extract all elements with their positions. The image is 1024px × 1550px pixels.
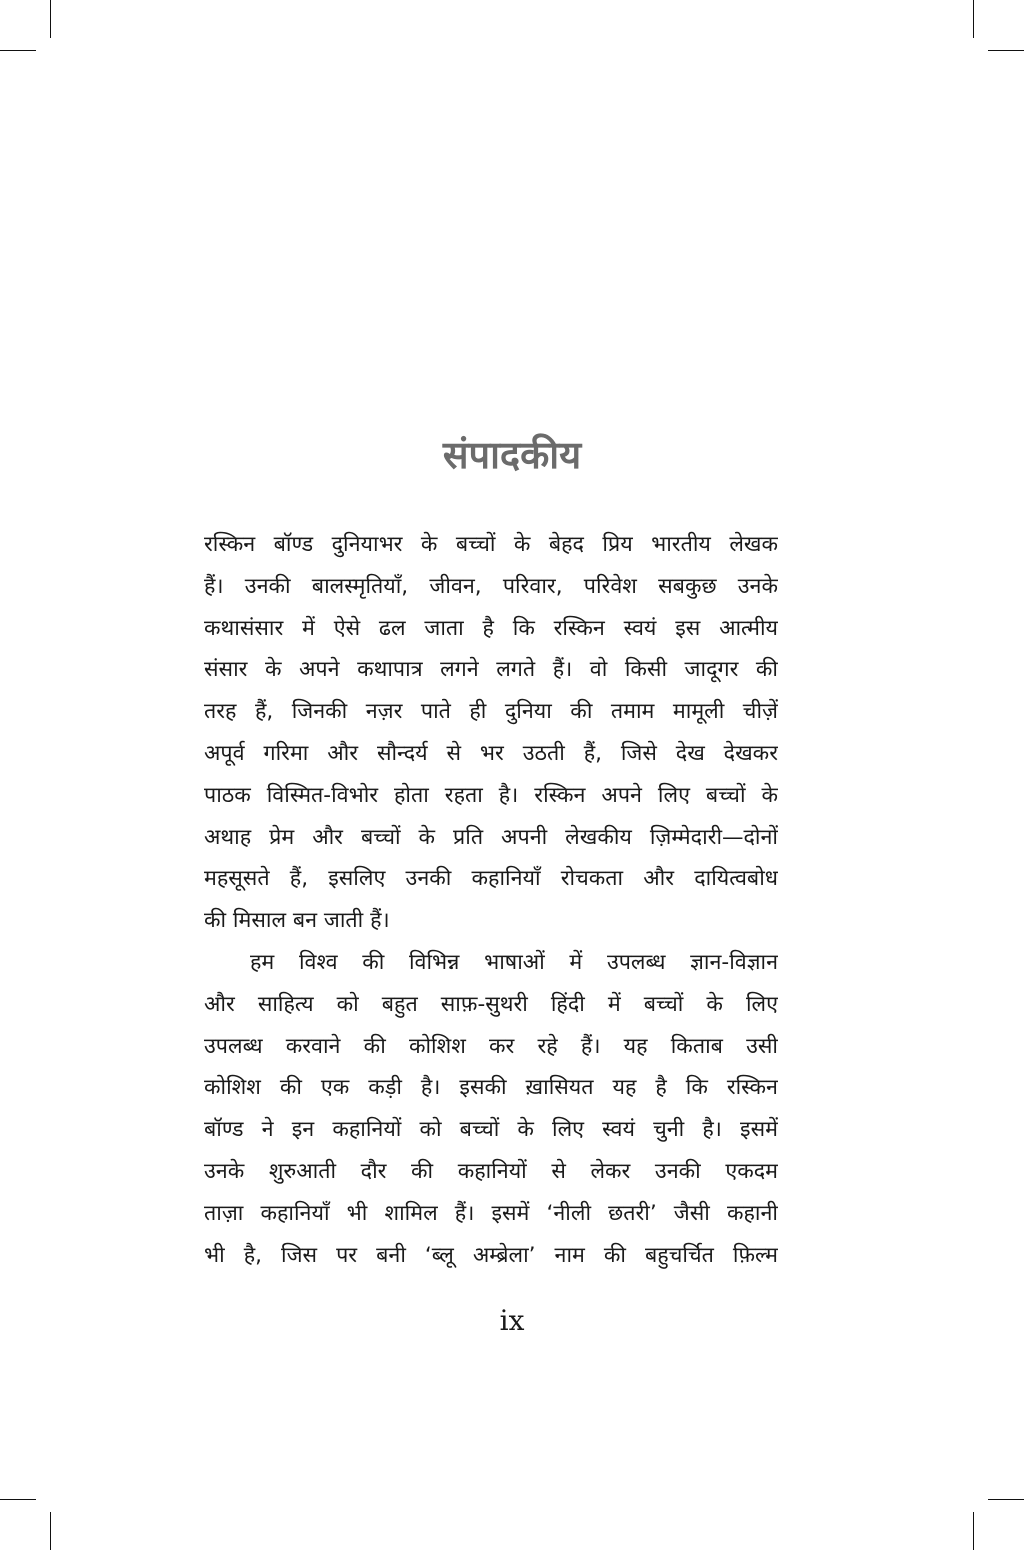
text-line: भी है, जिस पर बनी ‘ब्लू अम्ब्रेला’ नाम की बहुचर्चित फ़िल्म (204, 1242, 778, 1268)
text-line: की मिसाल बन जाती हैं। (204, 908, 390, 934)
text-line: हैं। उनकी बालस्मृतियाँ, जीवन, परिवार, परिवेश सबकुछ उनके (204, 573, 778, 599)
text-line: कथासंसार में ऐसे ढल जाता है कि रस्किन स्वयं इस आत्मीय (204, 615, 778, 641)
crop-mark-bottom-right-horizontal (988, 1499, 1024, 1500)
paragraph-2 (204, 942, 778, 1276)
text-line: अथाह प्रेम और बच्चों के प्रति अपनी लेखकीय ज़िम्मेदारी—दोनों (204, 824, 778, 850)
text-line: ताज़ा कहानियाँ भी शामिल हैं। इसमें ‘नीली छतरी’ जैसी कहानी (204, 1200, 778, 1226)
crop-mark-bottom-left-horizontal (0, 1499, 36, 1500)
page-title: संपादकीय (442, 433, 582, 477)
page-number: ix (499, 1304, 525, 1337)
text-line: हम विश्व की विभिन्न भाषाओं में उपलब्ध ज्ञान-विज्ञान (250, 949, 778, 975)
crop-mark-top-left-horizontal (0, 50, 36, 51)
crop-mark-top-left-vertical (50, 0, 51, 38)
body-text (204, 524, 778, 1276)
text-line: बॉण्ड ने इन कहानियों को बच्चों के लिए स्वयं चुनी है। इसमें (204, 1117, 778, 1143)
crop-mark-top-right-horizontal (988, 50, 1024, 51)
text-line: कोशिश की एक कड़ी है। इसकी ख़ासियत यह है कि रस्किन (204, 1075, 778, 1101)
crop-mark-bottom-right-vertical (973, 1512, 974, 1550)
paragraph-1 (204, 524, 778, 942)
text-line: रस्किन बॉण्ड दुनियाभर के बच्चों के बेहद प्रिय भारतीय लेखक (204, 532, 778, 557)
crop-mark-top-right-vertical (973, 0, 974, 38)
text-line: उनके शुरुआती दौर की कहानियों से लेकर उनकी एकदम (204, 1158, 778, 1184)
text-line: संसार के अपने कथापात्र लगने लगते हैं। वो किसी जादूगर की (204, 657, 778, 683)
text-line: पाठक विस्मित-विभोर होता रहता है। रस्किन अपने लिए बच्चों के (204, 782, 778, 808)
text-line: तरह हैं, जिनकी नज़र पाते ही दुनिया की तमाम मामूली चीज़ें (204, 699, 778, 725)
text-line: उपलब्ध करवाने की कोशिश कर रहे हैं। यह किताब उसी (204, 1033, 778, 1059)
text-line: महसूसते हैं, इसलिए उनकी कहानियाँ रोचकता और दायित्वबोध (204, 866, 778, 892)
text-line: अपूर्व गरिमा और सौन्दर्य से भर उठती हैं, जिसे देख देखकर (204, 740, 778, 766)
crop-mark-bottom-left-vertical (50, 1512, 51, 1550)
text-line: और साहित्य को बहुत साफ़-सुथरी हिंदी में बच्चों के लिए (204, 991, 778, 1017)
